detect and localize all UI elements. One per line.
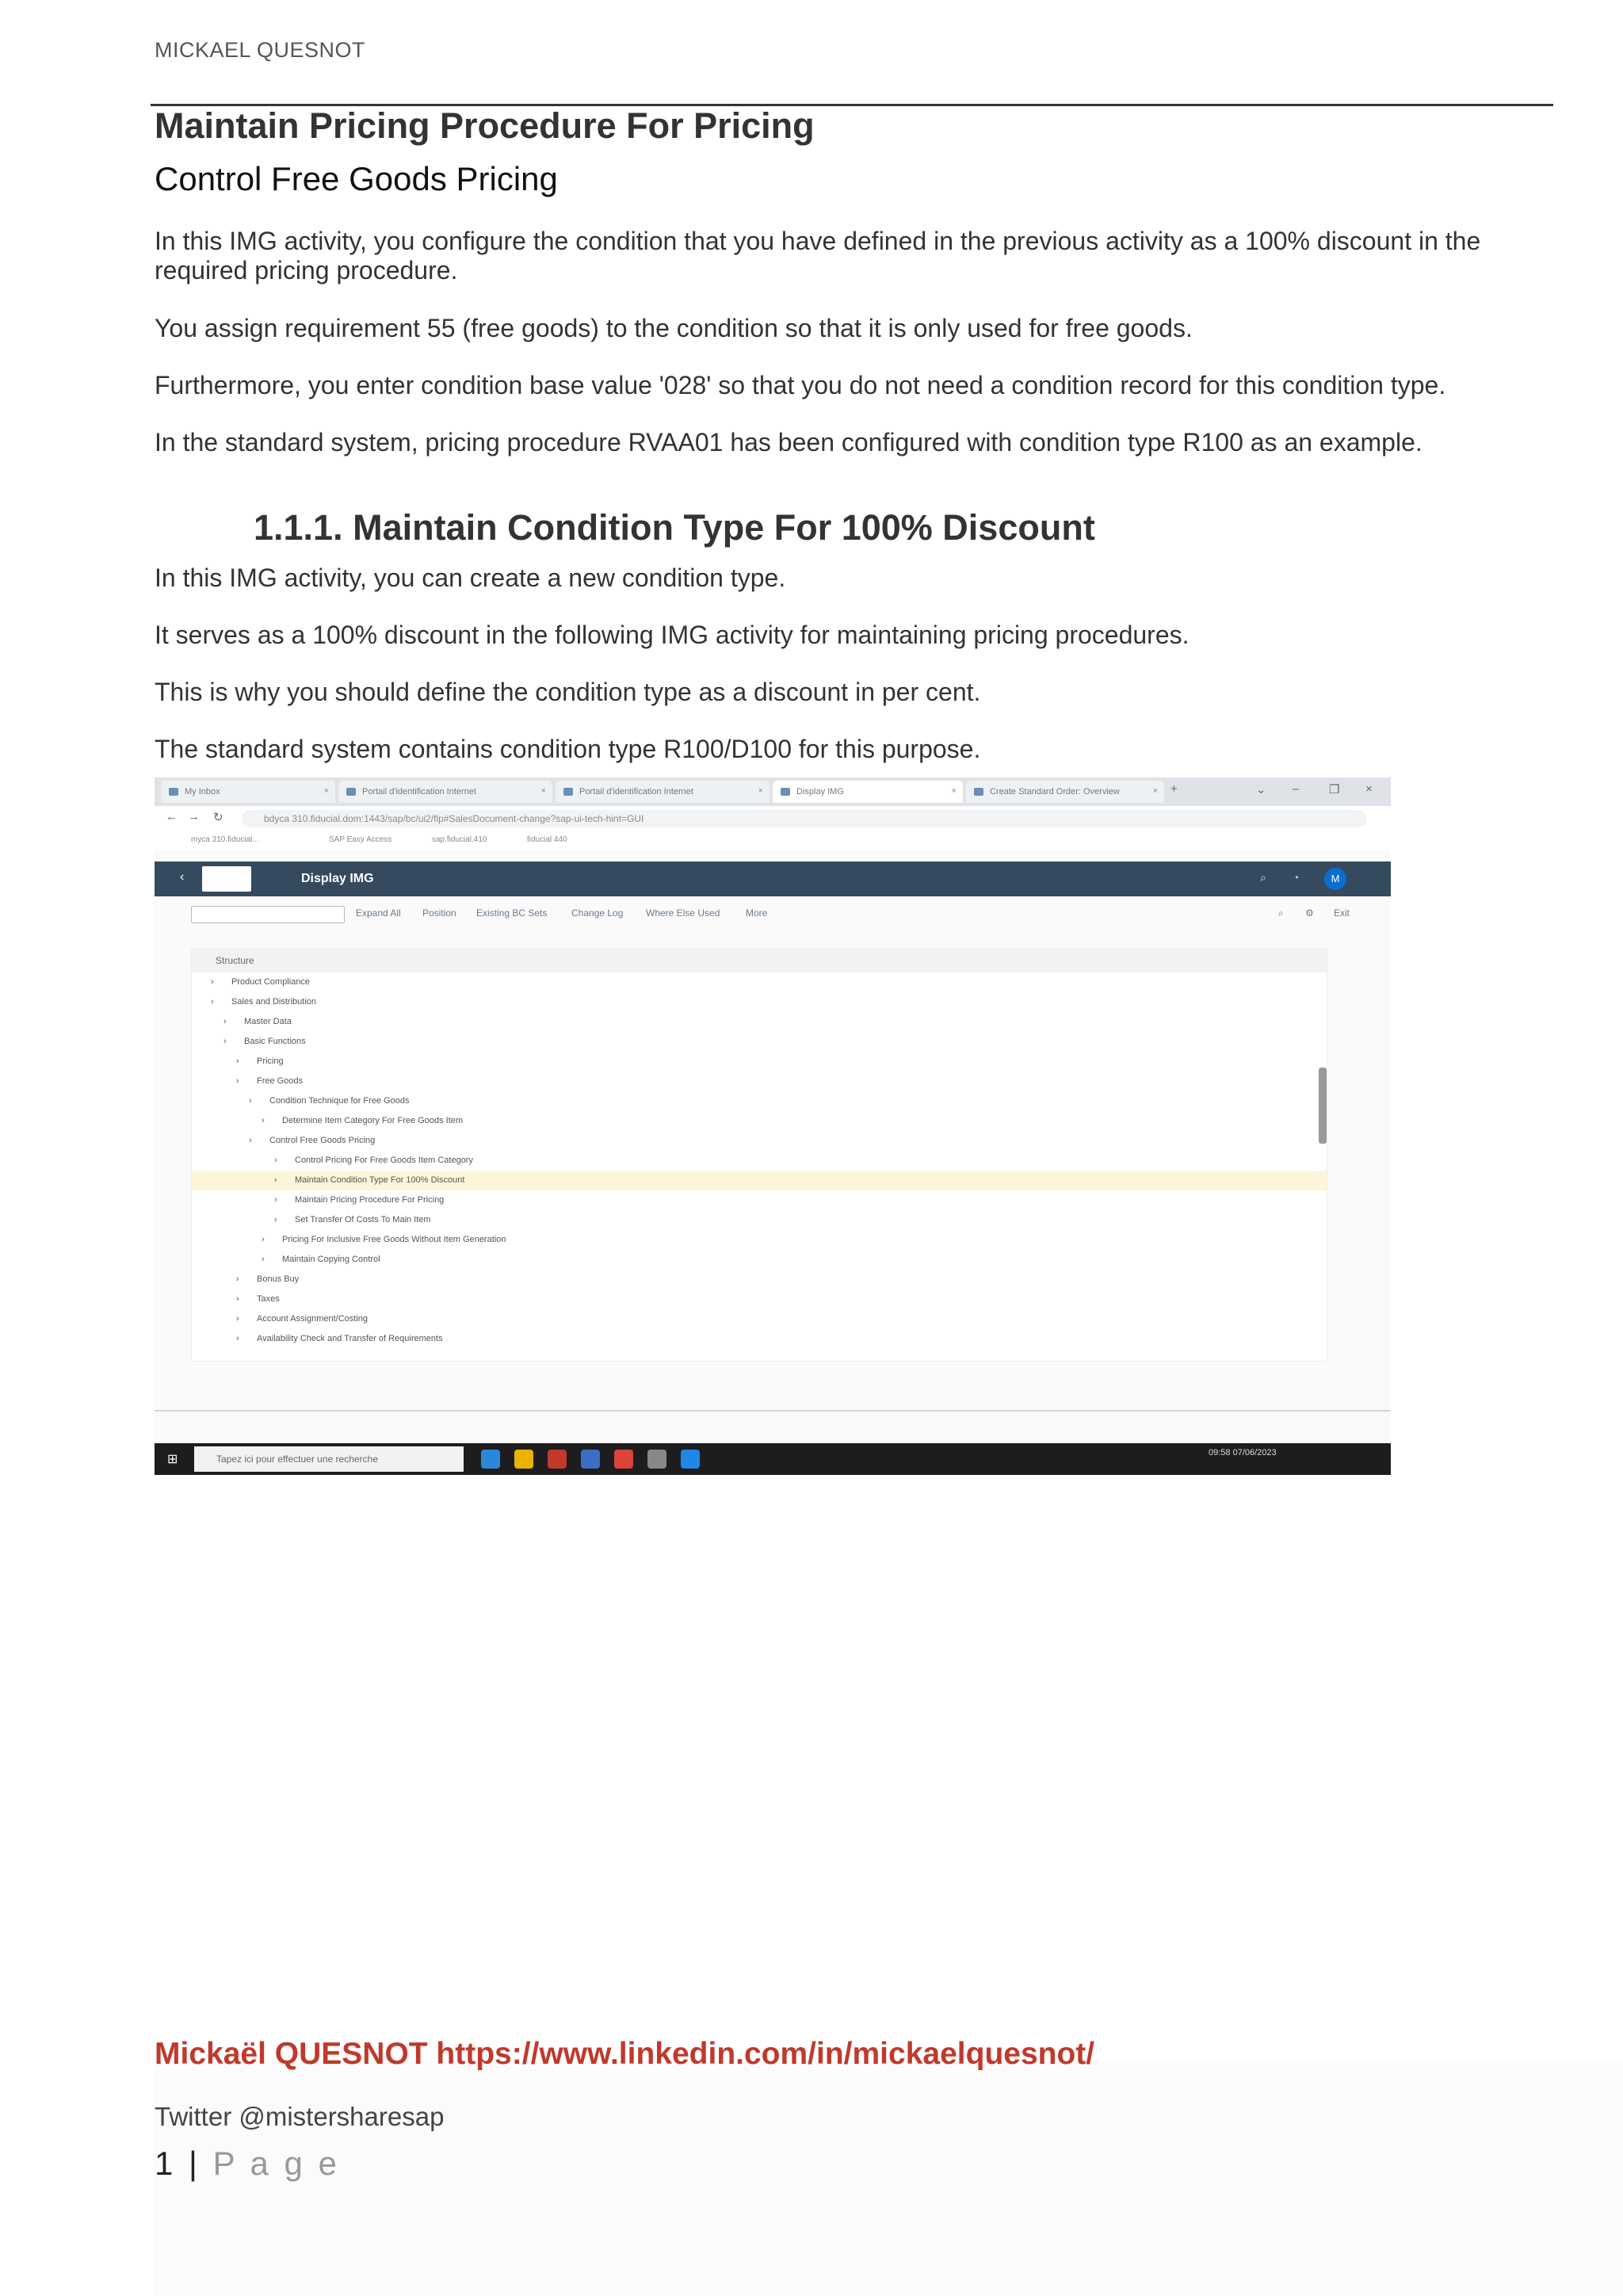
chevron-right-icon[interactable]: › bbox=[249, 1096, 252, 1106]
windows-start-icon[interactable]: ⊞ bbox=[167, 1453, 178, 1466]
tree-row[interactable] bbox=[192, 1289, 1327, 1309]
avatar[interactable]: M bbox=[1324, 868, 1346, 890]
tab-label: Portail d'identification Internet bbox=[579, 787, 693, 797]
img-structure-tree bbox=[191, 948, 1327, 1362]
tree-row-label: Maintain Copying Control bbox=[282, 1255, 380, 1264]
tree-row-label: Availability Check and Transfer of Requirements bbox=[257, 1334, 443, 1343]
header-author: MICKAEL QUESNOT bbox=[155, 38, 366, 62]
chevron-right-icon[interactable]: › bbox=[236, 1334, 239, 1343]
chevron-right-icon[interactable]: › bbox=[274, 1156, 277, 1165]
chevron-right-icon[interactable]: › bbox=[236, 1056, 239, 1066]
tree-row[interactable] bbox=[192, 1270, 1327, 1289]
section-paragraph-1: In this IMG activity, you can create a new condition type. bbox=[155, 563, 786, 592]
chevron-right-icon[interactable]: › bbox=[223, 1037, 227, 1046]
tree-row-label: Control Free Goods Pricing bbox=[269, 1136, 376, 1145]
position-button[interactable]: Position bbox=[422, 907, 456, 919]
inbox-icon bbox=[169, 788, 178, 796]
change-log-button[interactable]: Change Log bbox=[571, 907, 624, 919]
structure-select[interactable] bbox=[191, 906, 345, 923]
tree-row[interactable] bbox=[192, 1230, 1327, 1250]
more-button[interactable]: More bbox=[746, 907, 768, 919]
tree-row[interactable] bbox=[192, 1210, 1327, 1230]
url-input[interactable]: bdyca 310.fiducial.dom:1443/sap/bc/ui2/flp#SalesDocument-change?sap-ui-tech-hint=GUI bbox=[242, 810, 1367, 827]
chevron-right-icon[interactable]: › bbox=[236, 1294, 239, 1304]
footer-twitter: Twitter @mistersharesap bbox=[155, 2102, 445, 2131]
tree-row-label: Control Pricing For Free Goods Item Category bbox=[295, 1156, 473, 1165]
browser-tab[interactable] bbox=[556, 781, 769, 803]
tree-row-label: Sales and Distribution bbox=[231, 997, 317, 1007]
tree-row[interactable] bbox=[192, 1052, 1327, 1072]
chevron-right-icon[interactable]: › bbox=[223, 1017, 227, 1026]
tab-label: Display IMG bbox=[796, 787, 844, 797]
settings-icon[interactable]: ⚙ bbox=[1305, 907, 1314, 919]
bookmarks-bar bbox=[155, 831, 1391, 850]
outlook-icon[interactable] bbox=[581, 1450, 600, 1469]
bookmark[interactable]: SAP Easy Access bbox=[329, 835, 392, 844]
tree-row[interactable] bbox=[192, 1111, 1327, 1131]
forward-icon[interactable]: → bbox=[188, 810, 200, 823]
close-window-icon[interactable]: × bbox=[1365, 782, 1373, 796]
windows-taskbar bbox=[155, 1443, 1391, 1475]
tree-row-label: Determine Item Category For Free Goods Item bbox=[282, 1116, 464, 1125]
system-tray bbox=[1209, 1448, 1277, 1457]
tree-row[interactable] bbox=[192, 1012, 1327, 1032]
section-paragraph-3: This is why you should define the condition type as a discount in per cent. bbox=[155, 678, 981, 706]
bell-icon[interactable]: ◔ bbox=[1293, 871, 1300, 884]
chevron-right-icon[interactable]: › bbox=[211, 997, 214, 1007]
bookmark[interactable]: fiducial 440 bbox=[527, 835, 567, 844]
edge-icon[interactable] bbox=[481, 1450, 500, 1469]
clock-time: 09:58 bbox=[1209, 1448, 1231, 1457]
tree-row[interactable] bbox=[192, 1190, 1327, 1210]
reload-icon[interactable]: ↻ bbox=[213, 811, 223, 824]
taskbar-search[interactable]: Tapez ici pour effectuer une recherche bbox=[194, 1446, 464, 1472]
app-icon[interactable] bbox=[548, 1450, 567, 1469]
back-icon[interactable]: ← bbox=[166, 810, 178, 823]
tree-row[interactable] bbox=[192, 1250, 1327, 1270]
chevron-right-icon[interactable]: › bbox=[236, 1314, 239, 1324]
restore-icon[interactable]: ❐ bbox=[1329, 783, 1340, 797]
footer-linkedin-link[interactable]: Mickaël QUESNOT https://www.linkedin.com/in/mickaelquesnot/ bbox=[155, 2037, 1095, 2071]
tab-search-icon[interactable]: ⌄ bbox=[1256, 783, 1266, 797]
tree-row[interactable] bbox=[192, 1032, 1327, 1052]
bookmark[interactable]: sap.fiducial.410 bbox=[432, 835, 487, 844]
intro-paragraph-2: You assign requirement 55 (free goods) to the condition so that it is only used for free goods. bbox=[155, 314, 1193, 342]
sap-screenshot bbox=[155, 777, 1391, 1475]
tree-row-label: Master Data bbox=[244, 1017, 292, 1026]
browser-tab-bar bbox=[155, 777, 1391, 806]
browser-tab[interactable] bbox=[161, 781, 335, 803]
portal-icon bbox=[346, 788, 356, 796]
tab-label: My Inbox bbox=[185, 787, 220, 797]
tree-row[interactable] bbox=[192, 1151, 1327, 1171]
tree-row-label: Pricing bbox=[257, 1056, 284, 1066]
intro-paragraph-1: In this IMG activity, you configure the condition that you have defined in the previous activity as a 100% discount in the required pricing procedure. bbox=[155, 227, 1481, 285]
section-heading: 1.1.1. Maintain Condition Type For 100% Discount bbox=[254, 507, 1095, 548]
intro-paragraph-3: Furthermore, you enter condition base value '028' so that you do not need a condition record for this condition type. bbox=[155, 371, 1446, 399]
sap-icon bbox=[974, 788, 983, 796]
chevron-right-icon[interactable]: › bbox=[274, 1215, 277, 1224]
browser-tab[interactable] bbox=[338, 781, 552, 803]
chrome-icon[interactable] bbox=[614, 1450, 633, 1469]
sap-icon bbox=[781, 788, 790, 796]
chevron-right-icon[interactable]: › bbox=[262, 1255, 265, 1264]
tree-row[interactable] bbox=[192, 1171, 1327, 1190]
section-paragraph-4: The standard system contains condition type R100/D100 for this purpose. bbox=[155, 735, 981, 763]
chevron-right-icon[interactable]: › bbox=[249, 1136, 252, 1145]
existing-bc-sets-button[interactable]: Existing BC Sets bbox=[476, 907, 548, 919]
tab-label: Portail d'identification Internet bbox=[362, 787, 476, 797]
page-number: 1 | P a g e bbox=[155, 2145, 340, 2182]
chevron-right-icon[interactable]: › bbox=[274, 1175, 277, 1185]
address-bar-row bbox=[155, 806, 1391, 831]
tree-row[interactable] bbox=[192, 992, 1327, 1012]
intro-paragraph-4: In the standard system, pricing procedure RVAA01 has been configured with condition type R100 as an example. bbox=[155, 428, 1423, 457]
minimize-icon[interactable]: – bbox=[1293, 782, 1300, 796]
where-else-used-button[interactable]: Where Else Used bbox=[646, 907, 720, 919]
search-icon[interactable]: ⌕ bbox=[1260, 871, 1266, 884]
close-icon[interactable]: × bbox=[1152, 786, 1158, 796]
divider bbox=[155, 1410, 1391, 1412]
tree-row[interactable] bbox=[192, 1131, 1327, 1151]
tree-row-label: Basic Functions bbox=[244, 1037, 306, 1046]
tree-row[interactable] bbox=[192, 972, 1327, 992]
chevron-right-icon[interactable]: › bbox=[211, 977, 214, 987]
page-bottom-band bbox=[155, 2061, 1623, 2296]
close-icon[interactable]: × bbox=[540, 786, 546, 796]
company-logo bbox=[202, 866, 251, 892]
tree-row[interactable] bbox=[192, 1309, 1327, 1329]
tree-row-label: Maintain Pricing Procedure For Pricing bbox=[295, 1195, 445, 1205]
tree-row-label: Maintain Condition Type For 100% Discount bbox=[295, 1175, 465, 1185]
page-number-label: P a g e bbox=[212, 2145, 340, 2182]
close-icon[interactable]: × bbox=[951, 786, 957, 796]
back-icon[interactable]: ‹ bbox=[180, 870, 185, 884]
img-toolbar bbox=[155, 896, 1391, 928]
sap-logon-icon[interactable] bbox=[681, 1450, 700, 1469]
tree-row[interactable] bbox=[192, 1091, 1327, 1111]
close-icon[interactable]: × bbox=[758, 786, 763, 796]
close-icon[interactable]: × bbox=[323, 786, 329, 796]
browser-tab[interactable] bbox=[966, 781, 1164, 803]
tree-row-label: Product Compliance bbox=[231, 977, 311, 987]
tab-label: Create Standard Order: Overview bbox=[990, 787, 1120, 797]
tree-row-label: Taxes bbox=[257, 1294, 280, 1304]
tree-row[interactable] bbox=[192, 1072, 1327, 1091]
search-icon[interactable]: ⌕ bbox=[1278, 907, 1284, 919]
portal-icon bbox=[563, 788, 573, 796]
tree-row-label: Account Assignment/Costing bbox=[257, 1314, 369, 1324]
sap-shell-bar bbox=[155, 861, 1391, 896]
tree-row-label: Bonus Buy bbox=[257, 1274, 300, 1284]
tree-header: Structure bbox=[192, 949, 1327, 972]
chevron-right-icon[interactable]: › bbox=[236, 1076, 239, 1086]
bookmark[interactable]: myca 310.fiducial... bbox=[191, 835, 259, 844]
exit-button[interactable]: Exit bbox=[1334, 907, 1350, 919]
section-paragraph-2: It serves as a 100% discount in the following IMG activity for maintaining pricing procedures. bbox=[155, 621, 1190, 649]
tree-row-label: Pricing For Inclusive Free Goods Without Item Generation bbox=[282, 1235, 506, 1244]
settings-icon[interactable] bbox=[647, 1450, 666, 1469]
app-title: Display IMG bbox=[301, 872, 374, 885]
page-number-value: 1 bbox=[155, 2145, 177, 2182]
explorer-icon[interactable] bbox=[514, 1450, 533, 1469]
expand-all-button[interactable]: Expand All bbox=[356, 907, 401, 919]
chevron-right-icon[interactable]: › bbox=[274, 1195, 277, 1205]
tree-row-label: Set Transfer Of Costs To Main Item bbox=[295, 1215, 431, 1224]
tree-row[interactable] bbox=[192, 1329, 1327, 1349]
tree-row-label: Condition Technique for Free Goods bbox=[269, 1096, 410, 1106]
page-title: Maintain Pricing Procedure For Pricing bbox=[155, 105, 815, 146]
chevron-right-icon[interactable]: › bbox=[262, 1116, 265, 1125]
browser-tab-active[interactable] bbox=[773, 781, 963, 803]
page-subtitle: Control Free Goods Pricing bbox=[155, 160, 558, 197]
clock-date: 07/06/2023 bbox=[1232, 1448, 1277, 1457]
new-tab-icon[interactable]: + bbox=[1170, 782, 1178, 796]
chevron-right-icon[interactable]: › bbox=[236, 1274, 239, 1284]
tree-row-label: Free Goods bbox=[257, 1076, 304, 1086]
chevron-right-icon[interactable]: › bbox=[262, 1235, 265, 1244]
